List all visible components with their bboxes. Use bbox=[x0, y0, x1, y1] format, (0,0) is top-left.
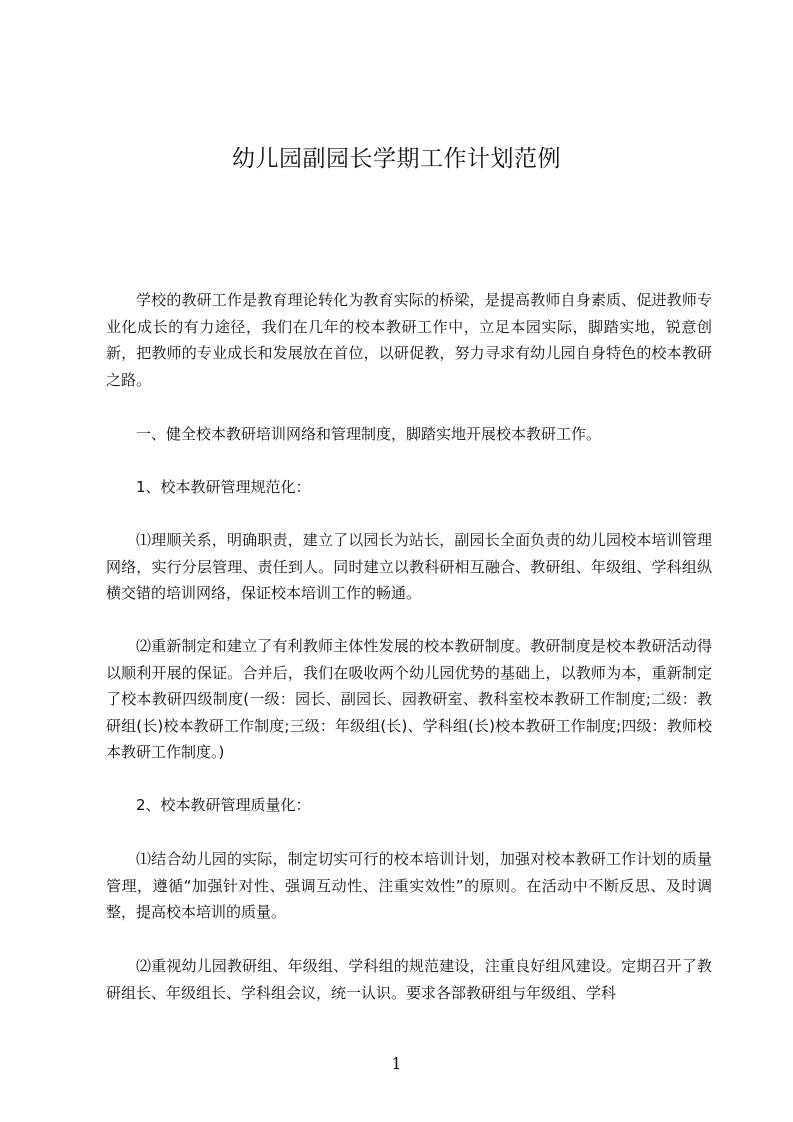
subsection-2-item-2: ⑵重视幼儿园教研组、年级组、学科组的规范建设，注重良好组风建设。定期召开了教研组长、年级组长、学科组会议，统一认识。要求各部教研组与年级组、学科 bbox=[106, 957, 712, 1002]
subsection-1-item-2: ⑵重新制定和建立了有利教师主体性发展的校本教研制度。教研制度是校本教研活动得以顺利开展的保证。合并后，我们在吸收两个幼儿园优势的基础上，以教师为本，重新制定了校本教研四级制度(一级：园长、副园长、园教研室、教科室校本教研工作制度;二级：教研组(长)校本教研工作制度;三级：年级组(长)、学科组(长)校本教研工作制度;四级：教师校本教研工作制度。) bbox=[106, 637, 712, 761]
subsection-2-item-1: ⑴结合幼儿园的实际，制定切实可行的校本培训计划，加强对校本教研工作计划的质量管理，遵循“加强针对性、强调互动性、注重实效性”的原则。在活动中不断反思、及时调整，提高校本培训的质量。 bbox=[106, 850, 712, 921]
section-1-heading: 一、健全校本教研培训网络和管理制度，脚踏实地开展校本教研工作。 bbox=[136, 425, 602, 443]
subsection-2-heading: 2、校本教研管理质量化： bbox=[136, 796, 311, 814]
subsection-1-item-1: ⑴理顺关系，明确职责，建立了以园长为站长，副园长全面负责的幼儿园校本培训管理网络，实行分层管理、责任到人。同时建立以教科研相互融合、教研组、年级组、学科组纵横交错的培训网络，保证校本培训工作的畅通。 bbox=[106, 531, 712, 602]
intro-paragraph: 学校的教研工作是教育理论转化为教育实际的桥梁，是提高教师自身素质、促进教师专业化成长的有力途径，我们在几年的校本教研工作中，立足本园实际，脚踏实地，锐意创新，把教师的专业成长和发展放在首位，以研促教，努力寻求有幼儿园自身特色的校本教研之路。 bbox=[106, 291, 712, 389]
subsection-1-heading: 1、校本教研管理规范化： bbox=[136, 478, 311, 496]
document-title: 幼儿园副园长学期工作计划范例 bbox=[232, 146, 561, 172]
page-number: 1 bbox=[391, 1054, 402, 1073]
